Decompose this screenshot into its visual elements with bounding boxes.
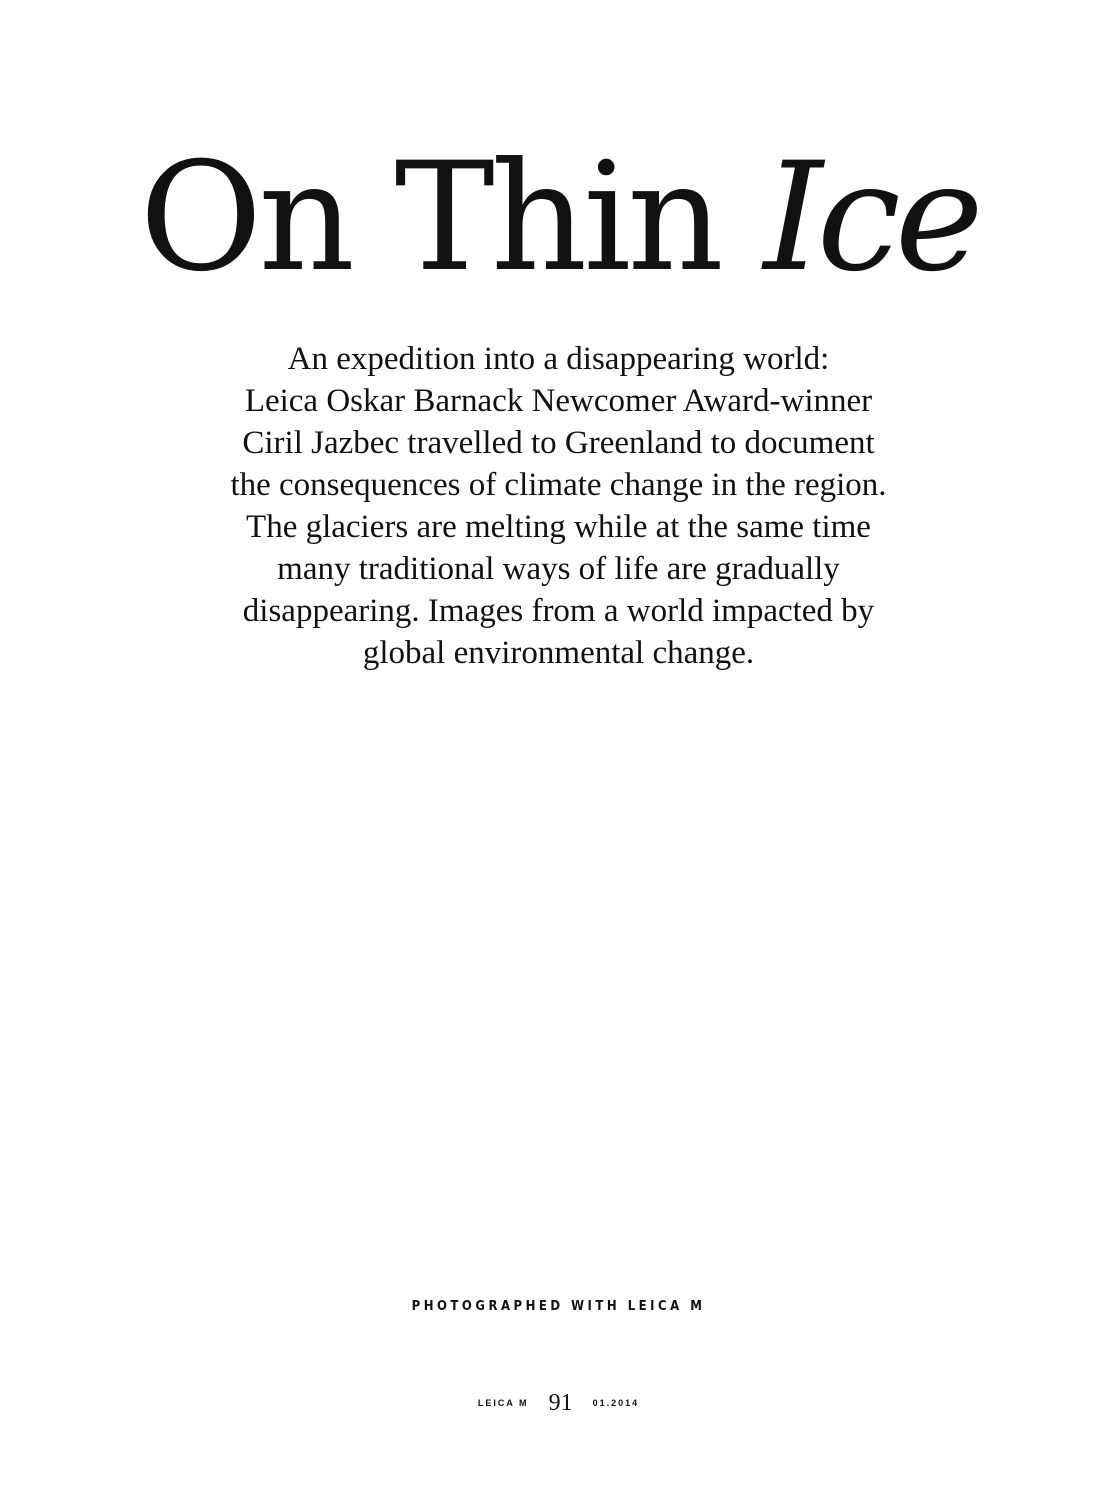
page-number: 91	[548, 1390, 573, 1416]
deck-line: Leica Oskar Barnack Newcomer Award-winner	[244, 383, 873, 419]
title-roman: On Thin	[139, 131, 720, 305]
title-italic: Ice	[763, 131, 978, 305]
deck-line: Ciril Jazbec travelled to Greenland to document	[242, 425, 875, 461]
magazine-name: LEICA M	[477, 1398, 529, 1408]
deck-line: An expedition into a disappearing world:	[287, 341, 830, 377]
article-deck	[160, 338, 957, 674]
deck-line: disappearing. Images from a world impacted by	[242, 593, 875, 629]
article-title	[0, 131, 1117, 305]
deck-line: The glaciers are melting while at the same time	[246, 509, 871, 545]
photo-credit: PHOTOGRAPHED WITH LEICA M	[411, 1299, 706, 1314]
page-footer	[0, 1388, 1117, 1418]
issue-date: 01.2014	[592, 1398, 640, 1408]
deck-line: many traditional ways of life are gradually	[277, 551, 840, 587]
deck-line: the consequences of climate change in the region.	[230, 467, 887, 503]
deck-line: global environmental change.	[362, 635, 755, 671]
